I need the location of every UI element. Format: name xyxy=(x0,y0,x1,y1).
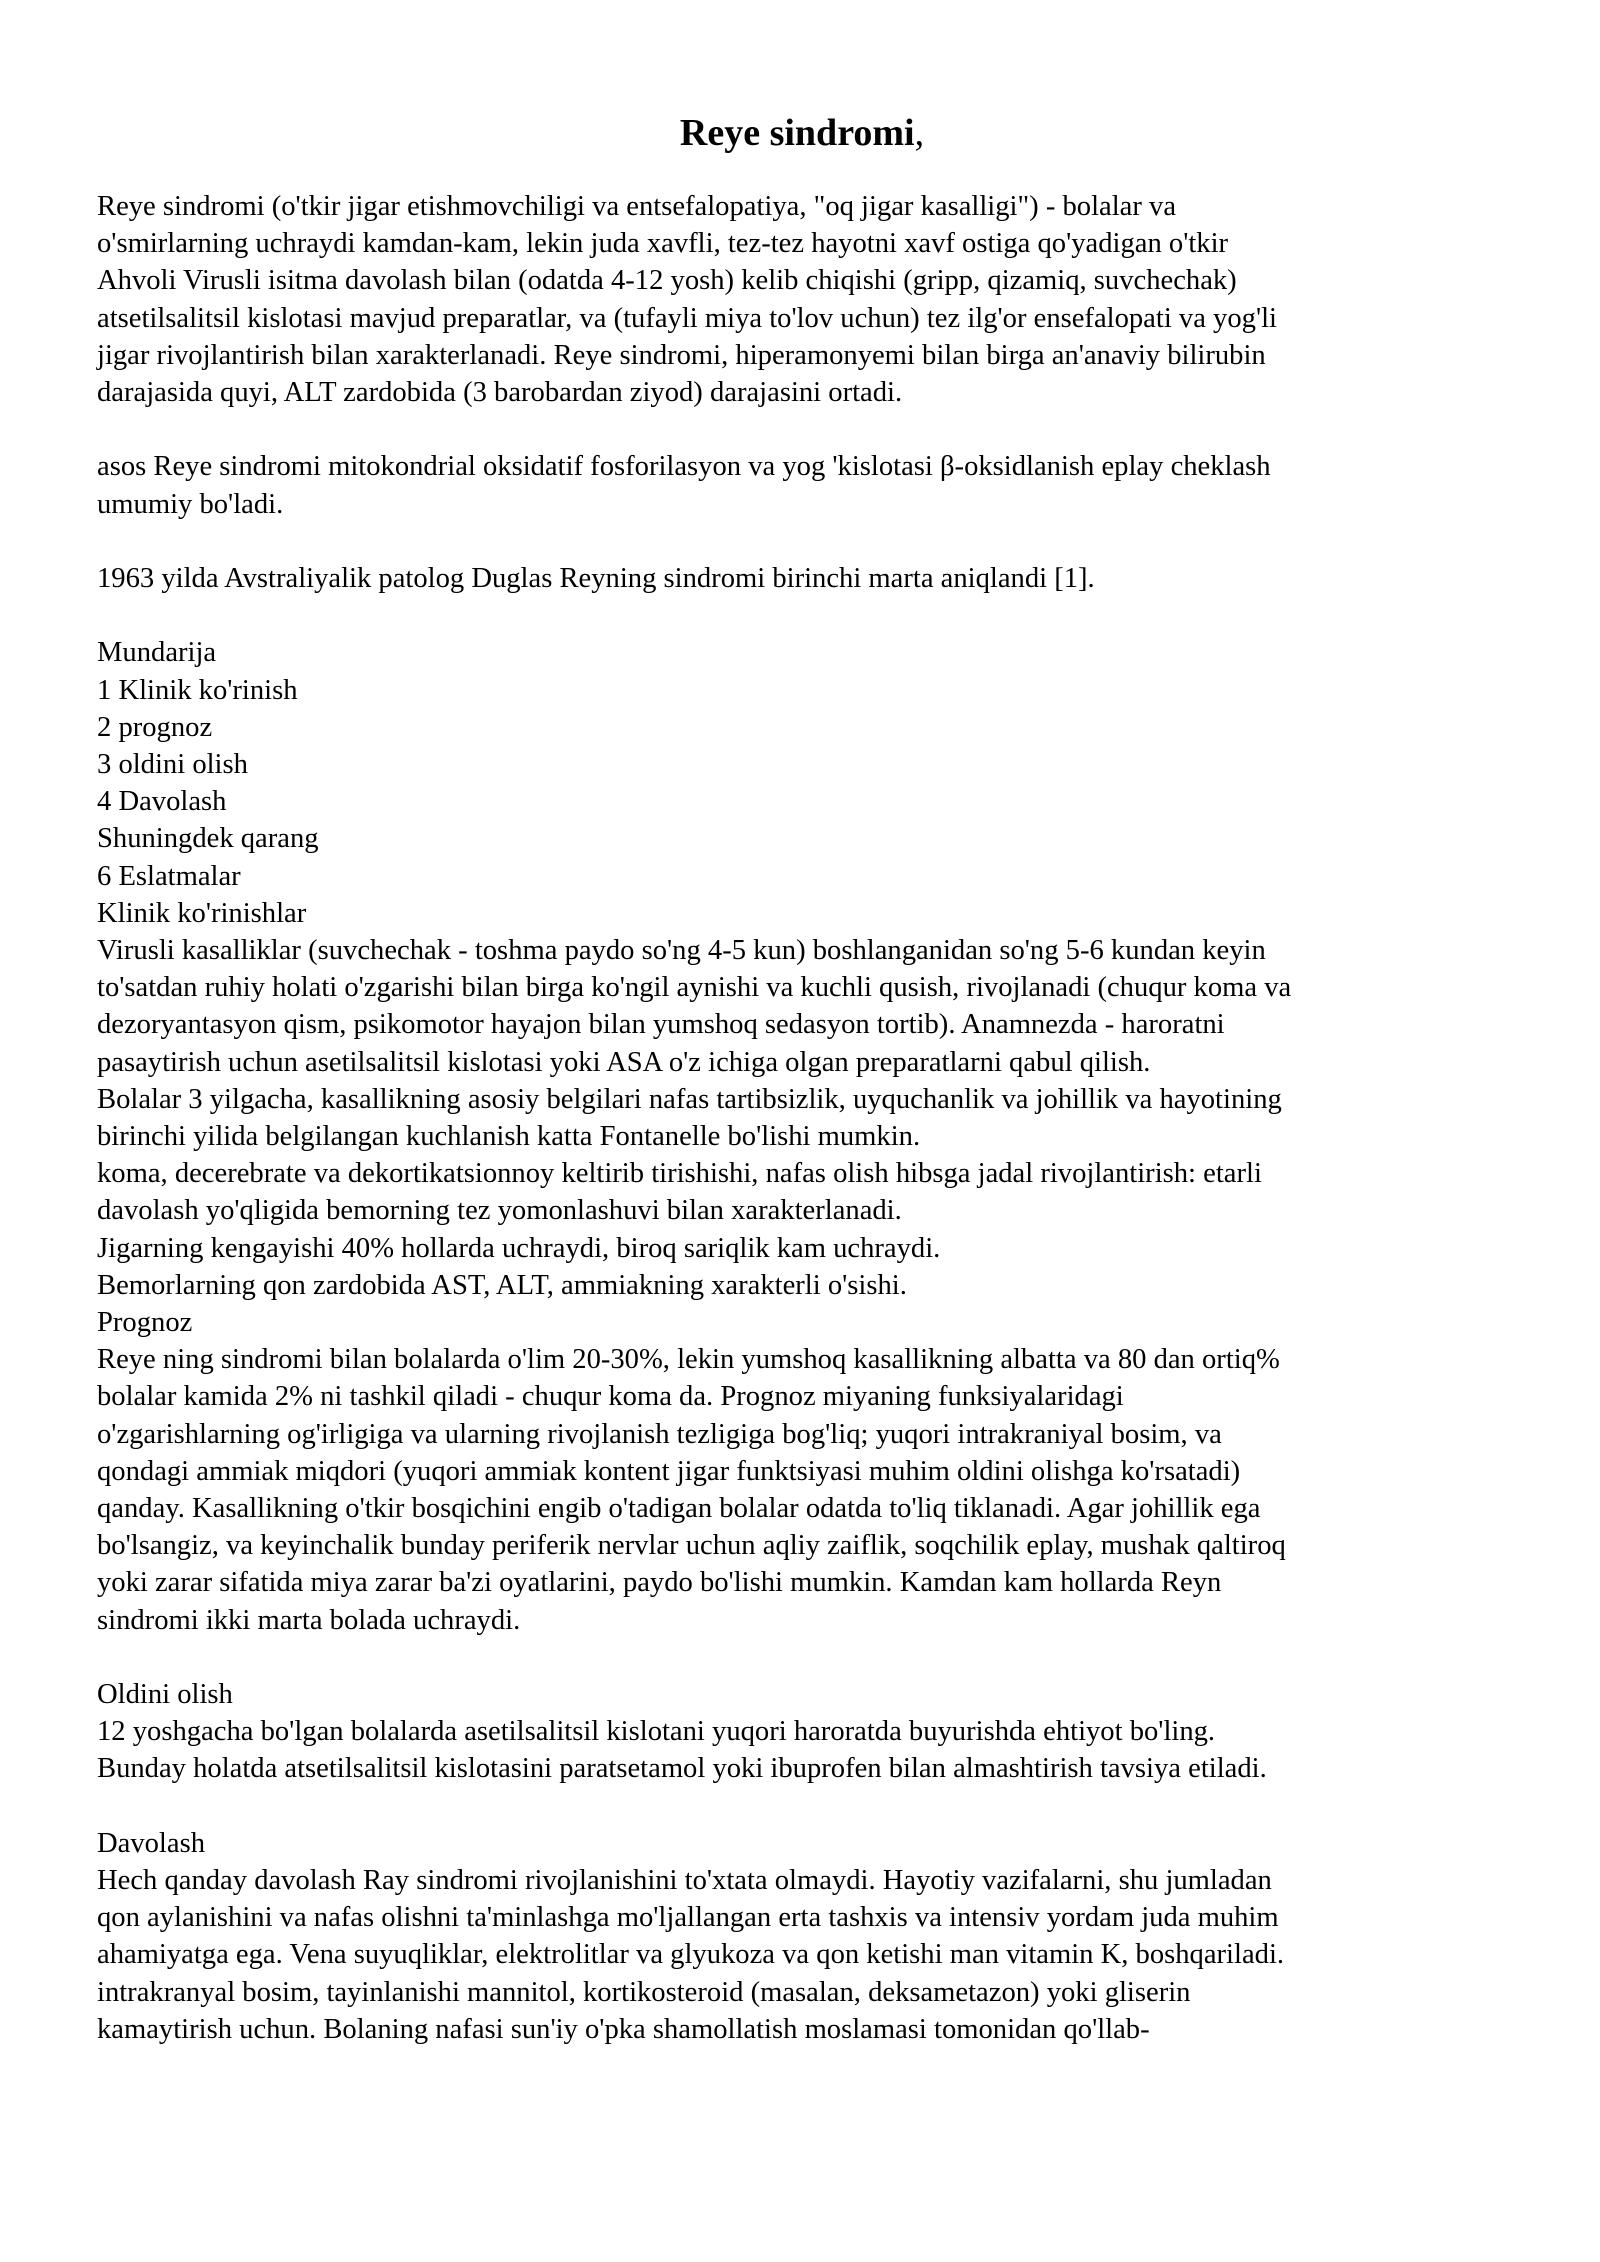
clinical-section xyxy=(97,895,1507,1304)
intro-paragraph xyxy=(97,188,1507,411)
paragraph-gap xyxy=(97,523,1507,560)
paragraph-gap xyxy=(97,1639,1507,1676)
text-line: pasaytirish uchun asetilsalitsil kislotasi yoki ASA o'z ichiga olgan preparatlarni qabul qilish. xyxy=(97,1046,1151,1078)
prognosis-section xyxy=(97,1304,1507,1639)
toc-item[interactable]: 1 Klinik ko'rinish xyxy=(97,674,298,706)
text-line: 12 yoshgacha bo'lgan bolalarda asetilsalitsil kislotani yuqori haroratda buyurishda ehtiyot bo'ling. xyxy=(97,1716,1216,1748)
toc-item[interactable]: Shuningdek qarang xyxy=(97,823,319,855)
toc-heading: Mundarija xyxy=(97,637,217,669)
text-line: Virusli kasalliklar (suvchechak - toshma paydo so'ng 4-5 kun) boshlanganidan so'ng 5-6 kundan keyin xyxy=(97,935,1266,967)
text-line: Hech qanday davolash Ray sindromi rivojlanishini to'xtata olmaydi. Hayotiy vazifalarni, shu jumladan xyxy=(97,1865,1272,1897)
text-line: Bemorlarning qon zardobida AST, ALT, ammiakning xarakterli o'sishi. xyxy=(97,1269,907,1301)
history-paragraph xyxy=(97,560,1507,597)
toc-item[interactable]: 6 Eslatmalar xyxy=(97,860,241,892)
text-line: Reye sindromi (o'tkir jigar etishmovchiligi va entsefalopatiya, "oq jigar kasalligi") - bolalar va xyxy=(97,191,1177,222)
text-line: asos Reye sindromi mitokondrial oksidatif fosforilasyon va yog 'kislotasi β-oksidlanish eplay cheklash xyxy=(97,451,1271,483)
paragraph-gap xyxy=(97,597,1507,634)
mechanism-paragraph xyxy=(97,448,1507,522)
section-heading: Oldini olish xyxy=(97,1679,233,1711)
section-heading: Davolash xyxy=(97,1827,205,1859)
text-line: kamaytirish uchun. Bolaning nafasi sun'iy o'pka shamollatish moslamasi tomonidan qo'llab- xyxy=(97,2013,1150,2045)
text-line: bolalar kamida 2% ni tashkil qiladi - chuqur koma da. Prognoz miyaning funksiyalaridagi xyxy=(97,1381,1124,1413)
text-line: sindromi ikki marta bolada uchraydi. xyxy=(97,1604,521,1636)
text-line: Bolalar 3 yilgacha, kasallikning asosiy belgilari nafas tartibsizlik, uyquchanlik va johillik va hayotining xyxy=(97,1083,1282,1115)
text-line: Bunday holatda atsetilsalitsil kislotasini paratsetamol yoki ibuprofen bilan almashtirish tavsiya etiladi. xyxy=(97,1753,1267,1785)
text-line: qanday. Kasallikning o'tkir bosqichini engib o'tadigan bolalar odatda to'liq tiklanadi. Agar johillik ega xyxy=(97,1493,1261,1525)
text-line: dezoryantasyon qism, psikomotor hayajon bilan yumshoq sedasyon tortib). Anamnezda - haroratni xyxy=(97,1009,1225,1041)
text-line: Reye ning sindromi bilan bolalarda o'lim 20-30%, lekin yumshoq kasallikning albatta va 80 dan ortiq% xyxy=(97,1344,1280,1376)
text-line: birinchi yilida belgilangan kuchlanish katta Fontanelle bo'lishi mumkin. xyxy=(97,1121,921,1153)
section-heading: Klinik ko'rinishlar xyxy=(97,897,307,929)
text-line: qondagi ammiak miqdori (yuqori ammiak kontent jigar funktsiyasi muhim oldini olishga ko'rsatadi) xyxy=(97,1455,1241,1487)
toc-item[interactable]: 2 prognoz xyxy=(97,711,213,743)
page-title-text: Reye sindromi xyxy=(679,112,915,154)
page-title xyxy=(97,110,1507,156)
prevention-section xyxy=(97,1676,1507,1788)
text-line: ahamiyatga ega. Vena suyuqliklar, elektrolitlar va glyukoza va qon ketishi man vitamin K, boshqariladi. xyxy=(97,1939,1285,1971)
text-line: Ahvoli Virusli isitma davolash bilan (odatda 4-12 yosh) kelib chiqishi (gripp, qizamiq, suvchechak) xyxy=(97,265,1237,297)
toc-item[interactable]: 4 Davolash xyxy=(97,786,227,818)
text-line: Jigarning kengayishi 40% hollarda uchraydi, biroq sariqlik kam uchraydi. xyxy=(97,1232,941,1264)
text-line: intrakranyal bosim, tayinlanishi mannitol, kortikosteroid (masalan, deksametazon) yoki gliserin xyxy=(97,1976,1191,2008)
text-line: o'smirlarning uchraydi kamdan-kam, lekin juda xavfli, tez-tez hayotni xavf ostiga qo'yadigan o'tkir xyxy=(97,228,1229,260)
paragraph-gap xyxy=(97,411,1507,448)
text-line: koma, decerebrate va dekortikatsionnoy keltirib tirishishi, nafas olish hibsga jadal rivojlantirish: etarli xyxy=(97,1158,1262,1190)
text-line: o'zgarishlarning og'irligiga va ularning rivojlanish tezligiga bog'liq; yuqori intrakraniyal bosim, va xyxy=(97,1418,1222,1450)
text-line: davolash yo'qligida bemorning tez yomonlashuvi bilan xarakterlanadi. xyxy=(97,1195,902,1227)
section-heading: Prognoz xyxy=(97,1307,193,1339)
table-of-contents xyxy=(97,634,1507,894)
text-line: darajasida quyi, ALT zardobida (3 barobardan ziyod) darajasini ortadi. xyxy=(97,377,903,409)
text-line: to'satdan ruhiy holati o'zgarishi bilan birga ko'ngil aynishi va kuchli qusish, rivojlanadi (chuqur koma va xyxy=(97,972,1292,1004)
toc-item[interactable]: 3 oldini olish xyxy=(97,749,248,780)
document-page xyxy=(97,110,1507,2048)
text-line: bo'lsangiz, va keyinchalik bunday periferik nervlar uchun aqliy zaiflik, soqchilik eplay, mushak qaltiroq xyxy=(97,1530,1286,1562)
paragraph-gap xyxy=(97,1788,1507,1825)
text-line: jigar rivojlantirish bilan xarakterlanadi. Reye sindromi, hiperamonyemi bilan birga an'anaviy bilirubin xyxy=(97,339,1266,371)
text-line: 1963 yilda Avstraliyalik patolog Duglas Reyning sindromi birinchi marta aniqlandi [1]. xyxy=(97,563,1095,594)
treatment-section xyxy=(97,1825,1507,2048)
text-line: yoki zarar sifatida miya zarar ba'zi oyatlarini, paydo bo'lishi mumkin. Kamdan kam hollarda Reyn xyxy=(97,1567,1222,1599)
text-line: umumiy bo'ladi. xyxy=(97,488,284,520)
page-title-suffix: , xyxy=(914,112,925,154)
text-line: qon aylanishini va nafas olishni ta'minlashga mo'ljallangan erta tashxis va intensiv yordam juda muhim xyxy=(97,1902,1279,1934)
text-line: atsetilsalitsil kislotasi mavjud preparatlar, va (tufayli miya to'lov uchun) tez ilg'or ensefalopati va yog'li xyxy=(97,302,1277,334)
